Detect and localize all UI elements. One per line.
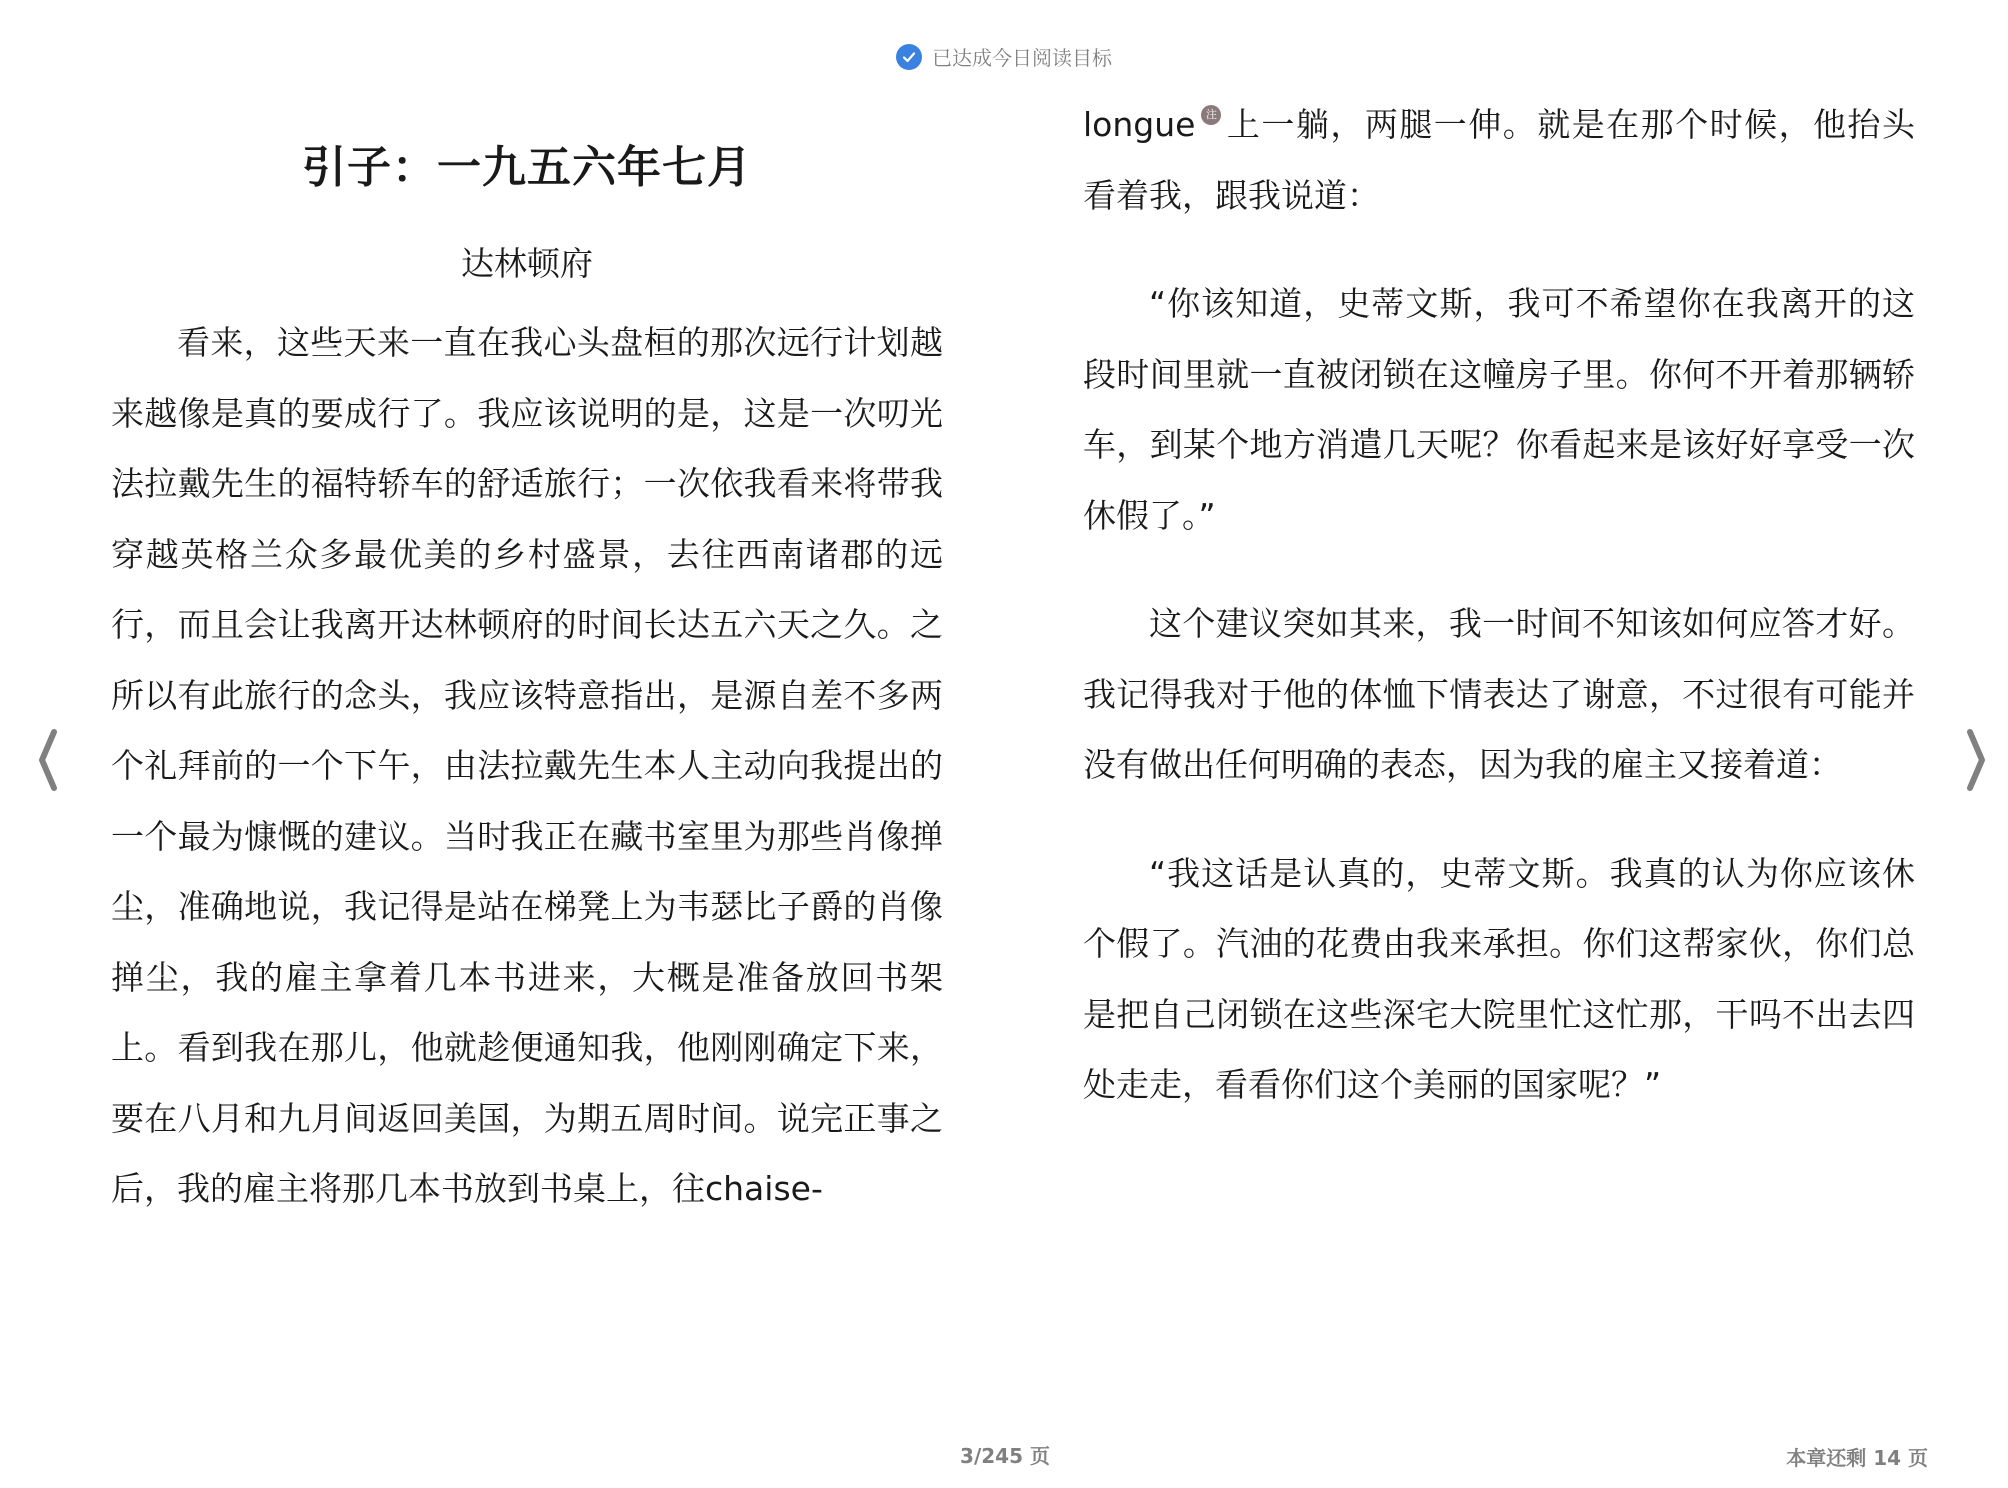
chevron-right-icon <box>1962 720 2002 800</box>
chapter-subtitle: 达林顿府 <box>461 244 593 283</box>
previous-page-button[interactable] <box>30 720 70 800</box>
annotation-icon[interactable]: 注 <box>1201 105 1221 125</box>
reading-goal-banner <box>0 42 2008 71</box>
paragraph[interactable]: “我这话是认真的，史蒂文斯。我真的认为你应该休个假了。汽油的花费由我来承担。你们这帮家伙，你们总是把自己闭锁在这些深宅大院里忙这忙那，干吗不出去四处走走，看看你们这个美丽的国家呢？” <box>1083 853 1915 1104</box>
right-page <box>1083 90 1915 1121</box>
page-indicator: 3/245 页 <box>960 1444 1050 1468</box>
next-page-button[interactable] <box>1962 720 2002 800</box>
continuation-text-before-note: longue <box>1083 105 1196 144</box>
reading-goal-text: 已达成今日阅读目标 <box>932 46 1112 70</box>
check-circle-icon <box>896 44 922 70</box>
left-page <box>111 90 943 1225</box>
continuation-text-after-note: 上一躺，两腿一伸。就是在那个时候，他抬头看着我，跟我说道： <box>1083 105 1915 215</box>
paragraph[interactable]: “你该知道，史蒂文斯，我可不希望你在我离开的这段时间里就一直被闭锁在这幢房子里。你何不开着那辆轿车，到某个地方消遣几天呢？你看起来是该好好享受一次休假了。” <box>1083 284 1915 535</box>
chapter-title: 引子：一九五六年七月 <box>302 142 752 193</box>
paragraph[interactable]: 看来，这些天来一直在我心头盘桓的那次远行计划越来越像是真的要成行了。我应该说明的是，这是一次叨光法拉戴先生的福特轿车的舒适旅行；一次依我看来将带我穿越英格兰众多最优美的乡村盛景，去往西南诸郡的远行，而且会让我离开达林顿府的时间长达五六天之久。之所以有此旅行的念头，我应该特意指出，是源自差不多两个礼拜前的一个下午，由法拉戴先生本人主动向我提出的一个最为慷慨的建议。当时我正在藏书室里为那些肖像掸尘，准确地说，我记得是站在梯凳上为韦瑟比子爵的肖像掸尘，我的雇主拿着几本书进来，大概是准备放回书架上。看到我在那儿，他就趁便通知我，他刚刚确定下来，要在八月和九月间返回美国，为期五周时间。说完正事之后，我的雇主将那几本书放到书桌上，往chaise- <box>111 323 943 1208</box>
chapter-remaining-indicator: 本章还剩 14 页 <box>1786 1446 1928 1470</box>
paragraph-continuation[interactable] <box>1083 90 1915 231</box>
chevron-left-icon <box>30 720 70 800</box>
paragraph[interactable]: 这个建议突如其来，我一时间不知该如何应答才好。我记得我对于他的体恤下情表达了谢意，不过很有可能并没有做出任何明确的表态，因为我的雇主又接着道： <box>1083 604 1915 784</box>
